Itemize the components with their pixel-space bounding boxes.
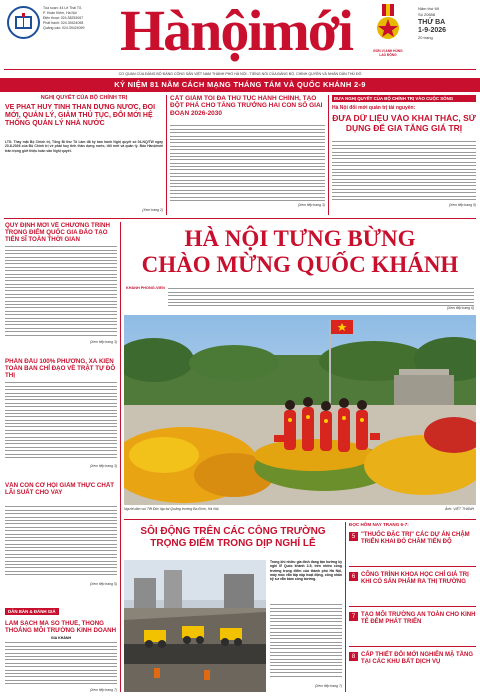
article-body-lines bbox=[170, 123, 325, 203]
issue-info bbox=[418, 6, 476, 64]
article-continuation[interactable]: (Xem tiếp trang 3) bbox=[89, 464, 117, 468]
index-item[interactable] bbox=[349, 652, 476, 666]
masthead-tagline: CƠ QUAN CỦA ĐẢNG BỘ ĐẢNG CỘNG SẢN VIỆT NAM THÀNH PHỐ HÀ NỘI - TIẾNG NÓI CỦA ĐẢNG BỘ, CHÍNH QUYỀN VÀ NHÂN DÂN THỦ ĐÔ bbox=[4, 69, 476, 77]
contact-line: Phát hành: 024.39424098 bbox=[43, 21, 84, 25]
article-headline[interactable]: VẪN CÒN CƠ HỘI GIẢM THỰC CHẤT LÃI SUẤT CHO VAY bbox=[5, 482, 115, 497]
issue-weekday: THỨ BA bbox=[418, 19, 446, 26]
lead-headline-2[interactable]: CHÀO MỪNG QUỐC KHÁNH bbox=[141, 252, 459, 277]
lead-headline-1[interactable]: HÀ NỘI TƯNG BỪNG bbox=[184, 226, 416, 251]
issue-year: Năm thứ 69 bbox=[418, 6, 440, 11]
index-item[interactable] bbox=[349, 532, 476, 546]
issue-pages: 20 trang bbox=[418, 35, 433, 40]
lead-byline: KHÁNH PHONG-VIEN bbox=[126, 286, 165, 290]
index-item-title[interactable]: "THUỐC ĐẶC TRỊ" CÁC DỰ ÁN CHẬM TRIỂN KHAI ĐÓ CHÂM TIẾN ĐỘ bbox=[361, 532, 470, 545]
newspaper-logo-emblem bbox=[7, 6, 40, 39]
article-continuation[interactable]: (Xem tiếp trang 5) bbox=[448, 203, 476, 207]
construction-photo bbox=[124, 560, 266, 692]
contact-line: P. Hoàn Kiếm, Hà Nội bbox=[43, 11, 77, 15]
book-emblem-icon bbox=[9, 8, 38, 37]
anniversary-banner: KỶ NIỆM 81 NĂM CÁCH MẠNG THÁNG TÁM VÀ QUỐC KHÁNH 2-9 bbox=[0, 78, 480, 92]
article-continuation[interactable]: (Xem tiếp trang 5) bbox=[89, 582, 117, 586]
article-kicker: DÂN BÀN & ĐÁNH GIÁ bbox=[5, 608, 59, 615]
mid-continuation[interactable]: (Xem tiếp trang 7) bbox=[314, 684, 342, 688]
masthead-contact-info bbox=[43, 6, 103, 62]
article-body-lines bbox=[5, 380, 117, 464]
article-body-lines bbox=[5, 504, 117, 582]
left-article-4[interactable] bbox=[5, 600, 117, 694]
article-headline[interactable]: QUY ĐỊNH MỚI VỀ CHƯƠNG TRÌNH TRỌNG ĐIỂM QUỐC GIA ĐẢO TẠO TIẾN SĨ TOÀN THỜI GIAN bbox=[5, 222, 110, 244]
newspaper-title: Hànộimới bbox=[119, 0, 353, 63]
page-number-badge: 7 bbox=[349, 612, 358, 621]
article-kicker: NGHỊ QUYẾT CỦA BỘ CHÍNH TRỊ bbox=[40, 95, 128, 101]
article-headline[interactable]: PHẤN ĐẤU 100% PHƯỜNG, XÃ KIỆN TOÀN BAN CHỈ ĐẠO VỀ TRẬT TỰ ĐÔ THỊ bbox=[5, 358, 116, 380]
column-divider bbox=[120, 222, 121, 692]
article-headline[interactable]: LÀM SẠCH MÃ SỐ THUẾ, THÔNG THOÁNG MÔI TRƯỜNG KINH DOANH bbox=[5, 620, 117, 635]
left-article-1[interactable] bbox=[5, 222, 117, 352]
lead-story[interactable] bbox=[124, 222, 476, 516]
left-article-3[interactable] bbox=[5, 482, 117, 594]
mid-body: Trong khi nhiều gia đình đang tận hưởng kỳ nghỉ lễ Quốc khánh 2-9, trên nhiều công trường trọng điểm của thành phố Hà Nội, máy móc vẫn tấp nập hoạt động, công nhân kỹ sư vẫn bám công trường. bbox=[270, 560, 342, 582]
article-lead: Hà Nội đổi mới quản trị tài nguyên: bbox=[332, 105, 416, 111]
column-divider bbox=[328, 95, 329, 215]
article-kicker: ĐƯA NGHỊ QUYẾT CỦA BỘ CHÍNH TRỊ VÀO CUỘC SỐNG bbox=[332, 95, 476, 102]
article-continuation[interactable]: (Xem trang 2) bbox=[142, 208, 163, 212]
index-item-title[interactable]: CÔNG TRÌNH KHOA HỌC CHỈ GIÁ TRỊ KHI CÓ SẢN PHẨM RA THỊ TRƯỜNG bbox=[361, 572, 469, 585]
lead-photo-credit: Ảnh: VIỆT THÀNH bbox=[445, 507, 474, 511]
article-continuation[interactable]: (Xem tiếp trang 7) bbox=[89, 688, 117, 692]
index-kicker: ĐỌC HÔM NAY TRANG 6-7: bbox=[349, 522, 409, 527]
top-mid-article[interactable] bbox=[170, 95, 325, 215]
section-divider bbox=[4, 218, 476, 219]
index-item[interactable] bbox=[349, 572, 476, 586]
right-index bbox=[349, 522, 476, 694]
medal-icon bbox=[373, 4, 403, 44]
article-body: LTS: Thay mặt Bộ Chính trị, Tổng Bí thư Tô Lâm đã ký ban hành Nghị quyết số 04-NQ/TW ngày 20-8-2026 của Bộ Chính trị về phát huy tinh thần dựng nước, đổi mới và quản lý. Báo Hànộimới trân trọng giới thiệu toàn văn Nghị quyết. bbox=[5, 140, 163, 153]
lead-continuation[interactable]: (Xem tiếp trang 6) bbox=[446, 306, 474, 310]
page-number-badge: 5 bbox=[349, 532, 358, 541]
mid-headline[interactable]: SÔI ĐỘNG TRÊN CÁC CÔNG TRƯỜNG TRỌNG ĐIỂM TRONG DỊP NGHỈ LỄ bbox=[140, 526, 326, 549]
index-divider bbox=[349, 566, 476, 567]
article-byline: GIA KHÁNH bbox=[50, 636, 72, 640]
article-body-lines bbox=[332, 139, 476, 203]
index-divider bbox=[349, 606, 476, 607]
article-body-lines bbox=[5, 244, 117, 340]
left-column bbox=[5, 222, 117, 694]
top-left-article[interactable] bbox=[5, 95, 163, 215]
column-divider bbox=[345, 522, 346, 692]
lead-photo-caption: Người dân vui Tết Độc lập tại Quảng trường Ba Đình, Hà Nội. bbox=[124, 507, 220, 511]
issue-date: 1-9-2026 bbox=[418, 27, 447, 34]
mid-body-lines bbox=[270, 602, 342, 682]
construction-site-photo bbox=[124, 560, 266, 692]
top-right-article[interactable] bbox=[332, 95, 476, 215]
page-number-badge: 8 bbox=[349, 652, 358, 661]
article-headline[interactable]: ĐƯA DỮ LIỆU VÀO KHAI THÁC, SỬ DỤNG ĐỂ GIA TĂNG GIÁ TRỊ bbox=[332, 114, 476, 133]
index-item[interactable] bbox=[349, 612, 476, 626]
medal-caption: ĐƠN VỊ ANH HÙNG LAO ĐỘNG bbox=[373, 49, 403, 57]
index-item-title[interactable]: CẤP THIẾT ĐỔI MỚI NGHIÊN MẶ TẦNG TẠI CÁC KHU BẤT DỊCH VỤ bbox=[361, 652, 474, 665]
contact-line: Quảng cáo: 024.39424099 bbox=[43, 26, 85, 30]
index-item-title[interactable]: TẠO MÔI TRƯỜNG AN TOÀN CHO KINH TẾ ĐÊM PHÁT TRIỂN bbox=[361, 612, 476, 625]
hero-medal bbox=[373, 4, 403, 62]
article-headline[interactable]: VỀ PHÁT HUY TINH THẦN DỰNG NƯỚC, ĐỔI MỚI, QUẢN LÝ, GIẢM THỦ TỤC, ĐỔI MỚI HỆ THỐNG QUẢN LÝ NHÀ NƯỚC bbox=[5, 104, 156, 128]
contact-line: Điện thoại: 024.38253067 bbox=[43, 16, 84, 20]
masthead bbox=[0, 0, 480, 70]
section-divider bbox=[124, 519, 476, 520]
page-number-badge: 6 bbox=[349, 572, 358, 581]
index-divider bbox=[349, 646, 476, 647]
contact-line: Tòa soạn: 44 Lê Thái Tổ, bbox=[43, 6, 82, 10]
article-body-lines bbox=[5, 640, 117, 688]
lead-body-lines bbox=[168, 286, 474, 308]
left-article-2[interactable] bbox=[5, 358, 117, 476]
mid-story[interactable] bbox=[124, 522, 342, 694]
national-day-square-photo bbox=[124, 315, 476, 505]
article-continuation[interactable]: (Xem tiếp trang 3) bbox=[297, 203, 325, 207]
article-headline[interactable]: CẮT GIẢM TỐI ĐA THỦ TỤC HÀNH CHÍNH, TẠO ĐỘT PHÁ CHO TĂNG TRƯỞNG HAI CON SỐ GIAI ĐOẠN 2026-2030 bbox=[170, 95, 323, 117]
issue-number: Số 20658 bbox=[418, 12, 436, 17]
article-continuation[interactable]: (Xem tiếp trang 3) bbox=[89, 340, 117, 344]
lead-photo bbox=[124, 315, 476, 505]
column-divider bbox=[166, 95, 167, 215]
index-list bbox=[349, 532, 476, 694]
